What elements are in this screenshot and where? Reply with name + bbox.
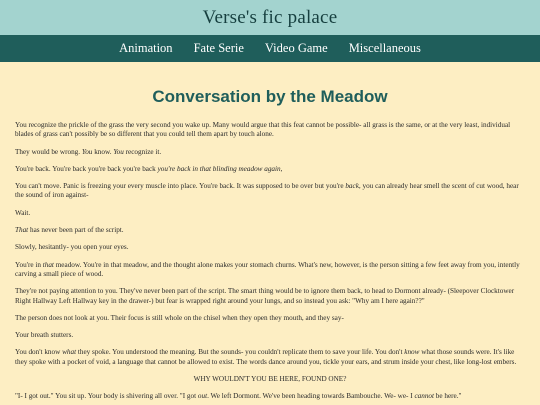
nav-link-fate-serie[interactable]: Fate Serie [193, 41, 244, 55]
paragraph-text: You're in [15, 260, 43, 269]
story-paragraph [15, 314, 525, 323]
story-paragraph [15, 261, 525, 280]
paragraph-text: They're not paying attention to you. They've never been part of the script. The smart thing would be to ignore them back, to head to Dormont already- (Sleepover Clocktower Right Hallway Left Hallway key in the drawer-) but fear is wrapped right around your lungs, and so instead you ask: "Why am I here again??" [15, 287, 515, 305]
emphasized-text: you're back in that blinding meadow again, [157, 164, 283, 173]
story-paragraph [15, 182, 525, 201]
emphasized-text: back [345, 182, 359, 191]
story-paragraph [15, 392, 525, 401]
emphasized-text: That [15, 226, 29, 235]
story-paragraph [15, 226, 525, 235]
paragraph-text: You don't know [15, 348, 63, 357]
paragraph-text: they spoke. You understood the meaning. But the sounds- you couldn't replicate them to save your life. You don't [76, 348, 405, 357]
paragraph-text: know. [92, 147, 114, 156]
paragraph-text: Your breath stutters. [15, 331, 74, 340]
emphasized-text: You [81, 147, 93, 156]
paragraph-text: The person does not look at you. Their focus is still whole on the chisel when they open they mouth, and they say- [15, 313, 344, 322]
emphasized-text: cannot [414, 392, 434, 401]
nav-link-animation[interactable]: Animation [119, 41, 173, 55]
paragraph-text: Slowly, hesitantly- you open your eyes. [15, 243, 129, 252]
story-paragraph [15, 209, 525, 218]
nav-link-video-game[interactable]: Video Game [264, 41, 328, 55]
nav-link-miscellaneous[interactable]: Miscellaneous [348, 41, 421, 55]
site-title[interactable]: Verse's fic palace [202, 6, 338, 28]
story-paragraph [15, 348, 525, 367]
paragraph-text: what those sounds were. It's like they spoke with a pocket of void, a language that cannot be allowed to exist. The words dance around you, tickle your ears, and strum inside your chest, like long-lost embers. [15, 348, 517, 366]
emphasized-text: out [197, 392, 208, 401]
main-content [0, 87, 540, 402]
paragraph-text: be here." [434, 392, 462, 401]
emphasized-text: know [404, 348, 420, 357]
main-nav [0, 35, 540, 62]
paragraph-text: WHY WOULDN'T YOU BE HERE, FOUND ONE? [193, 375, 347, 384]
story-title: Conversation by the Meadow [152, 87, 388, 106]
story-paragraph [15, 375, 525, 384]
story-paragraph [15, 148, 525, 157]
paragraph-text: "I- I got out." You sit up. Your body is shivering all over. "I got [15, 392, 198, 401]
paragraph-text: Wait. [15, 208, 31, 217]
paragraph-text: You're back. You're back you're back you're back [15, 164, 158, 173]
paragraph-text: , you can already hear smell the scent of cut wood, hear the sound of iron against- [15, 182, 519, 200]
emphasized-text: that [42, 260, 54, 269]
paragraph-text: You can't move. Panic is freezing your every muscle into place. You're back. It was supposed to be over but you're [15, 182, 346, 191]
paragraph-text: They would be wrong. [15, 147, 82, 156]
paragraph-text: . We left Dormont. We've been heading towards Bambouche. We- we- I [207, 392, 415, 401]
story-paragraph [15, 121, 525, 140]
story-paragraph [15, 165, 525, 174]
story-paragraph [15, 287, 525, 306]
paragraph-text: meadow. You're in that meadow, and the thought alone makes your stomach churns. What's new, however, is the person sitting a few feet away from you, intently carving a small piece of wood. [15, 260, 520, 278]
paragraph-text: recognize it. [123, 147, 162, 156]
story-paragraph [15, 243, 525, 252]
paragraph-text: has never been part of the script. [28, 226, 124, 235]
paragraph-text: You recognize the prickle of the grass the very second you wake up. Many would argue that this feat cannot be possible- all grass is the same, or at the very least, individual blades of grass can't possibly be so different that you could tell them apart by touch alone. [15, 121, 511, 139]
site-header [0, 0, 540, 35]
story-body [15, 121, 525, 402]
emphasized-text: what [62, 348, 77, 357]
emphasized-text: You [113, 147, 124, 156]
story-paragraph [15, 331, 525, 340]
